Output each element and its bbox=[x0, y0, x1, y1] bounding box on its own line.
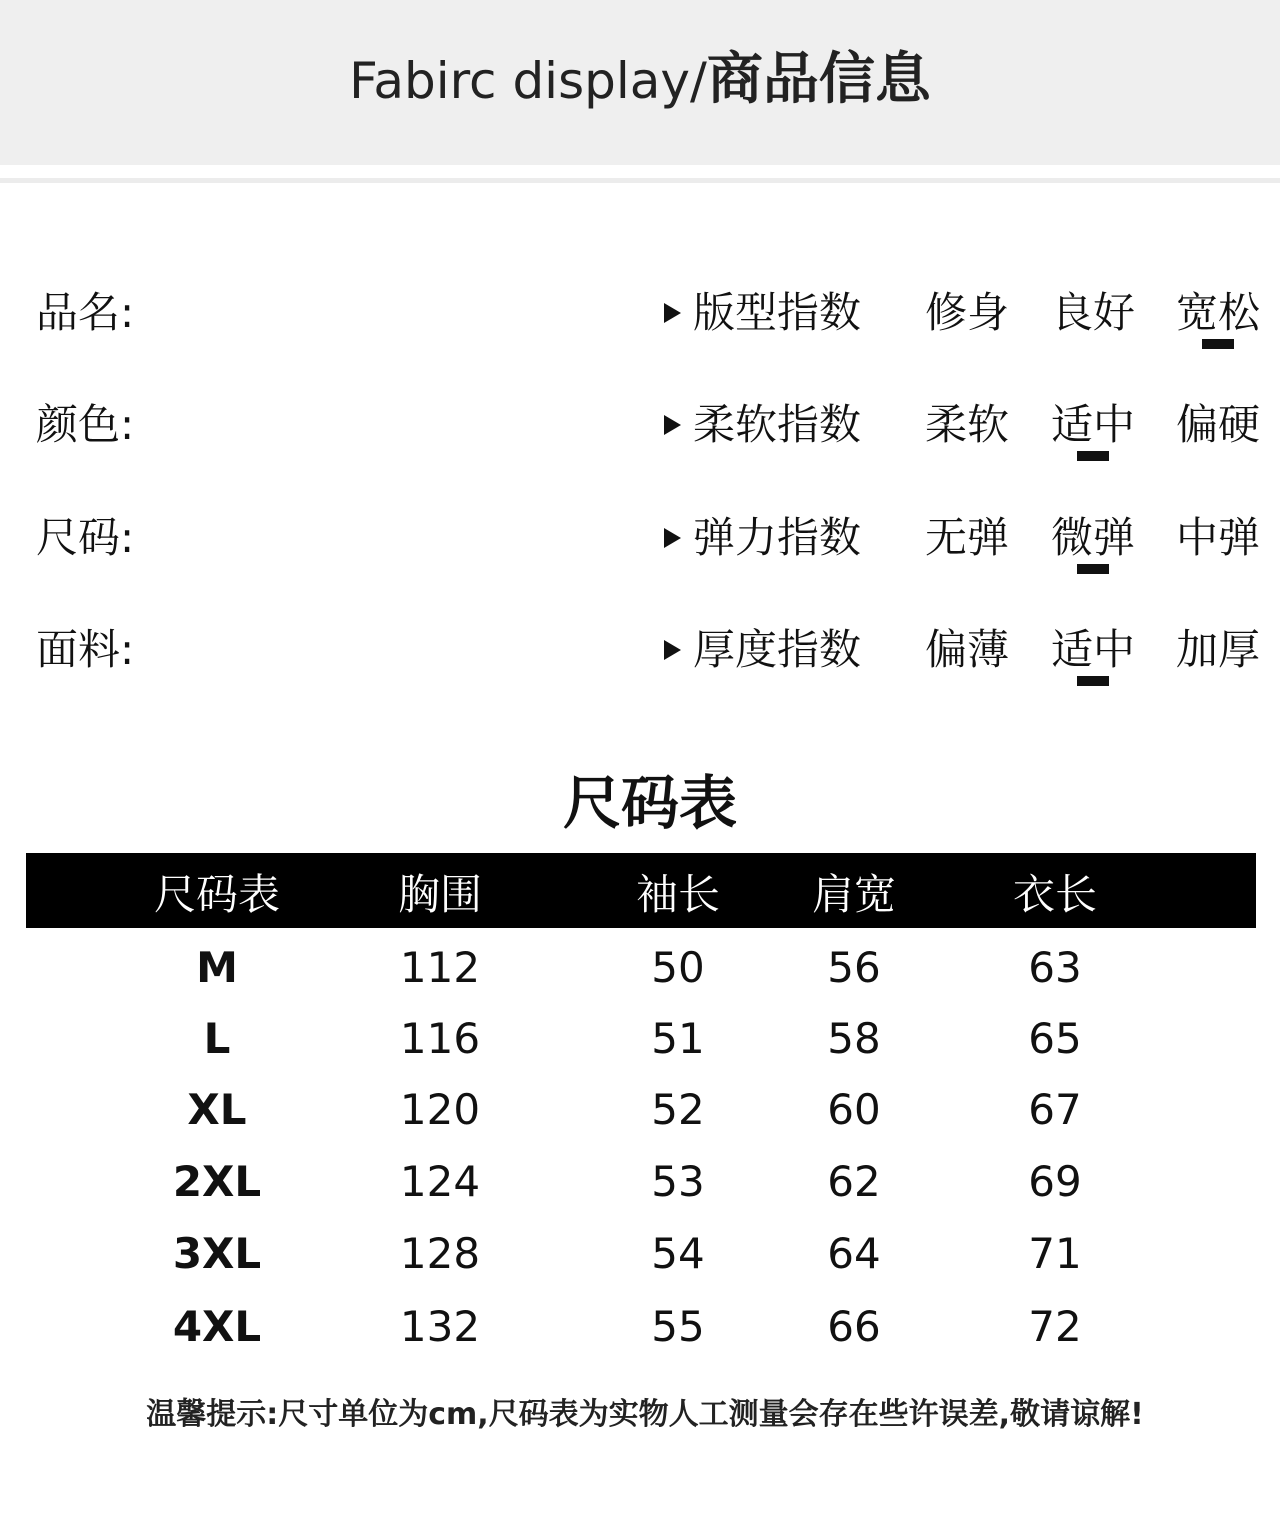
length-cell: 63 bbox=[1028, 943, 1082, 992]
shoulder-cell: 64 bbox=[827, 1229, 881, 1278]
table-row bbox=[0, 933, 1280, 1003]
page-title bbox=[0, 40, 1280, 121]
elasticity-option bbox=[922, 508, 1012, 568]
index-name-thickness bbox=[664, 620, 861, 680]
option-label: 宽松 bbox=[1175, 288, 1260, 337]
index-name-softness bbox=[664, 395, 861, 455]
measurement-notice: 温馨提示:尺寸单位为cm,尺码表为实物人工测量会存在些许误差,敬请谅解! bbox=[146, 1397, 1144, 1432]
index-name-text: 弹力指数 bbox=[693, 513, 862, 562]
selected-marker bbox=[1077, 451, 1109, 461]
table-row bbox=[0, 1219, 1280, 1289]
length-cell: 72 bbox=[1028, 1302, 1082, 1351]
header-cell-shoulder: 肩宽 bbox=[811, 870, 896, 919]
index-name-elasticity bbox=[664, 508, 861, 568]
fit-option bbox=[922, 283, 1012, 343]
shoulder-cell: 66 bbox=[827, 1302, 881, 1351]
sleeve-cell: 55 bbox=[651, 1302, 705, 1351]
length-cell: 69 bbox=[1028, 1157, 1082, 1206]
selected-marker bbox=[1077, 564, 1109, 574]
chest-cell: 128 bbox=[399, 1229, 481, 1278]
thickness-option bbox=[1048, 620, 1138, 680]
triangle-bullet-icon bbox=[664, 528, 681, 548]
header-divider bbox=[0, 178, 1280, 183]
size-cell: M bbox=[196, 943, 238, 992]
index-name-text: 柔软指数 bbox=[693, 400, 862, 449]
triangle-bullet-icon bbox=[664, 415, 681, 435]
shoulder-cell: 62 bbox=[827, 1157, 881, 1206]
size-cell: 2XL bbox=[172, 1157, 262, 1206]
triangle-bullet-icon bbox=[664, 303, 681, 323]
index-name-text: 版型指数 bbox=[693, 288, 862, 337]
option-label: 中弹 bbox=[1175, 513, 1260, 562]
triangle-bullet-icon bbox=[664, 640, 681, 660]
softness-option bbox=[1173, 395, 1263, 455]
chest-cell: 120 bbox=[399, 1085, 481, 1134]
fit-option bbox=[1048, 283, 1138, 343]
size-cell: 3XL bbox=[172, 1229, 262, 1278]
index-name-text: 厚度指数 bbox=[693, 625, 862, 674]
shoulder-cell: 60 bbox=[827, 1085, 881, 1134]
fit-option bbox=[1173, 283, 1263, 343]
info-row-softness bbox=[0, 395, 1280, 455]
sleeve-cell: 52 bbox=[651, 1085, 705, 1134]
table-row bbox=[0, 1292, 1280, 1362]
selected-marker bbox=[1077, 676, 1109, 686]
header-cell-length: 衣长 bbox=[1012, 870, 1097, 919]
header-cell-chest: 胸围 bbox=[397, 870, 482, 919]
length-cell: 65 bbox=[1028, 1014, 1082, 1063]
elasticity-option bbox=[1048, 508, 1138, 568]
info-label-fabric: 面料: bbox=[36, 625, 135, 674]
info-label-product-name: 品名: bbox=[36, 288, 135, 337]
chest-cell: 116 bbox=[399, 1014, 481, 1063]
softness-option bbox=[922, 395, 1012, 455]
option-label: 偏薄 bbox=[924, 625, 1009, 674]
shoulder-cell: 58 bbox=[827, 1014, 881, 1063]
option-label: 适中 bbox=[1050, 400, 1135, 449]
selected-marker bbox=[1202, 339, 1234, 349]
size-cell: L bbox=[203, 1014, 231, 1063]
size-cell: 4XL bbox=[172, 1302, 262, 1351]
option-label: 无弹 bbox=[924, 513, 1009, 562]
thickness-option bbox=[1173, 620, 1263, 680]
option-label: 加厚 bbox=[1175, 625, 1260, 674]
chest-cell: 112 bbox=[399, 943, 481, 992]
size-cell: XL bbox=[187, 1085, 247, 1134]
header-cell-size: 尺码表 bbox=[153, 870, 280, 919]
info-row-fit bbox=[0, 283, 1280, 343]
thickness-option bbox=[922, 620, 1012, 680]
sleeve-cell: 50 bbox=[651, 943, 705, 992]
option-label: 良好 bbox=[1050, 288, 1135, 337]
page-title-en: Fabirc display/ bbox=[349, 52, 707, 110]
length-cell: 71 bbox=[1028, 1229, 1082, 1278]
table-row bbox=[0, 1147, 1280, 1217]
page-title-zh: 商品信息 bbox=[706, 47, 931, 112]
info-row-elasticity bbox=[0, 508, 1280, 568]
sleeve-cell: 51 bbox=[651, 1014, 705, 1063]
index-name-fit bbox=[664, 283, 861, 343]
chest-cell: 132 bbox=[399, 1302, 481, 1351]
option-label: 适中 bbox=[1050, 625, 1135, 674]
softness-option bbox=[1048, 395, 1138, 455]
sleeve-cell: 53 bbox=[651, 1157, 705, 1206]
sleeve-cell: 54 bbox=[651, 1229, 705, 1278]
info-label-color: 颜色: bbox=[36, 400, 135, 449]
table-row bbox=[0, 1004, 1280, 1074]
info-row-thickness bbox=[0, 620, 1280, 680]
length-cell: 67 bbox=[1028, 1085, 1082, 1134]
size-table-header bbox=[26, 853, 1256, 928]
shoulder-cell: 56 bbox=[827, 943, 881, 992]
info-label-size: 尺码: bbox=[36, 513, 135, 562]
option-label: 偏硬 bbox=[1175, 400, 1260, 449]
option-label: 修身 bbox=[924, 288, 1009, 337]
elasticity-option bbox=[1173, 508, 1263, 568]
option-label: 微弹 bbox=[1050, 513, 1135, 562]
header-cell-sleeve: 袖长 bbox=[635, 870, 720, 919]
option-label: 柔软 bbox=[924, 400, 1009, 449]
size-chart-title: 尺码表 bbox=[562, 769, 737, 837]
chest-cell: 124 bbox=[399, 1157, 481, 1206]
table-row bbox=[0, 1075, 1280, 1145]
